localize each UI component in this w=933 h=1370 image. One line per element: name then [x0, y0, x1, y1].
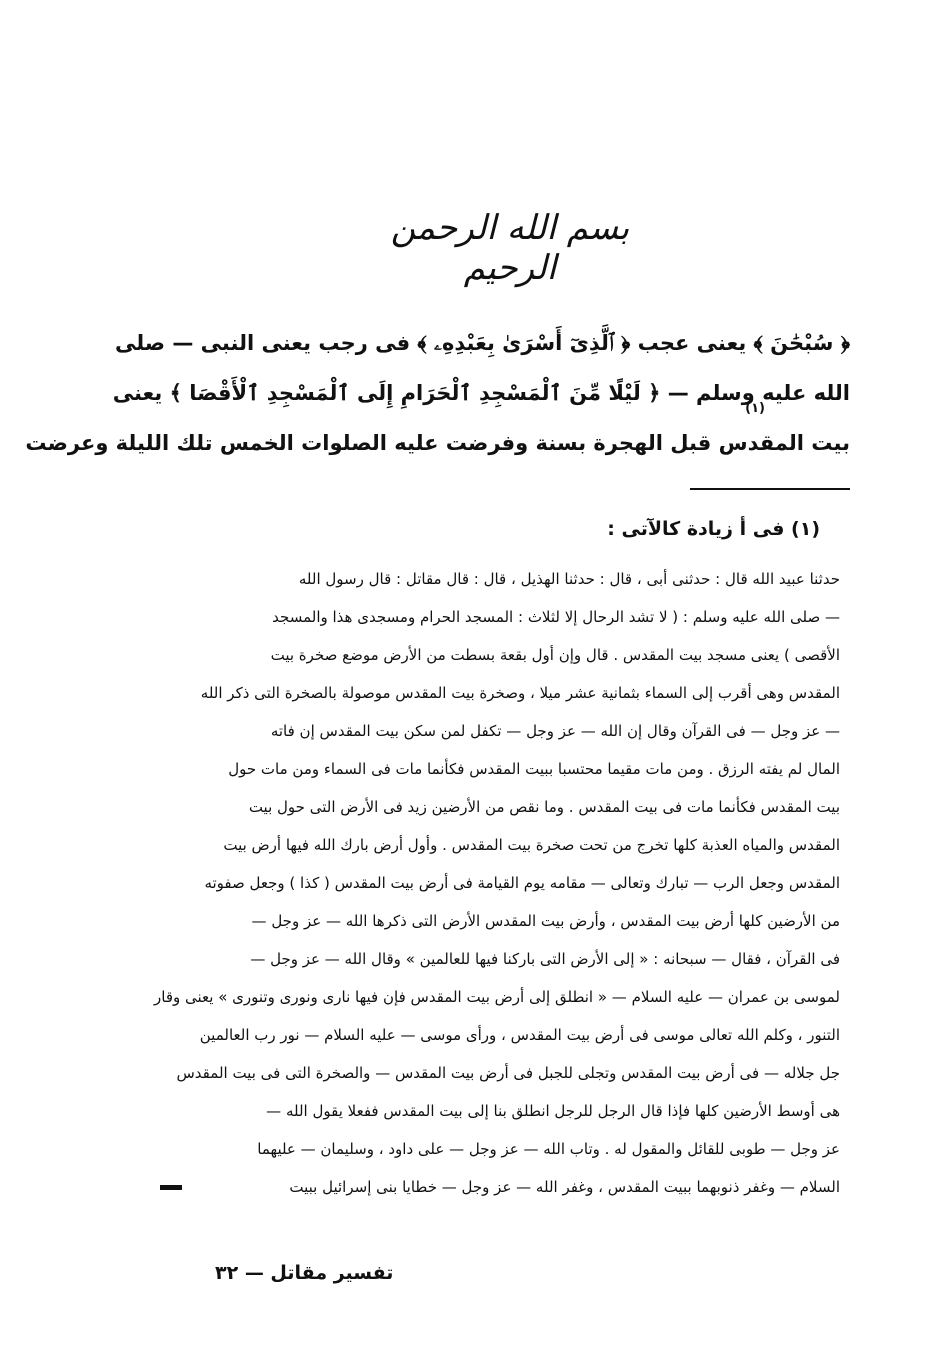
footnote-line-content: السلام — وغفر ذنوبهما ببيت المقدس ، وغفر الله — عز وجل — خطايا بنى إسرائيل ببيت: [289, 1178, 840, 1196]
continuation-dash-mark: [160, 1185, 182, 1190]
footnote-heading: (١) فى أ زيادة كالآتى :: [607, 518, 820, 540]
footnote-line: من الأرضين كلها أرض بيت المقدس ، وأرض بيت المقدس الأرض التى ذكرها الله — عز وجل —: [251, 912, 840, 930]
main-text-line: [25, 401, 850, 468]
footnote-line: جل جلاله — فى أرض بيت المقدس وتجلى للجبل فى أرض بيت المقدس — والصخرة التى فى بيت المقدس: [176, 1064, 840, 1082]
main-text: [25, 318, 850, 468]
footnote-line: الأقصى ) يعنى مسجد بيت المقدس . قال وإن أول بقعة بسطت من الأرض موضع صخرة بيت: [270, 646, 840, 664]
main-text-line: ﴿ سُبْحَٰنَ ﴾ يعنى عجب ﴿ ٱلَّذِىٓ أَسْرَىٰ بِعَبْدِهِۦ ﴾ فى رجب يعنى النبى — صلى: [114, 331, 850, 355]
footnote-line: المقدس والمياه العذبة كلها تخرج من تحت صخرة بيت المقدس . وأول أرض بارك الله فيها أرض بيت: [223, 836, 840, 854]
footnote-body: [154, 560, 840, 1206]
footnote-line-last: [160, 1168, 840, 1206]
page-footer: تفسير مقاتل — ٣٢: [215, 1262, 394, 1284]
footnote-line: التنور ، وكلم الله تعالى موسى فى أرض بيت المقدس ، ورأى موسى — عليه السلام — نور رب العالمين: [199, 1026, 840, 1044]
footnote-line: لموسى بن عمران — عليه السلام — « انطلق إلى أرض بيت المقدس فإن فيها نارى ونورى وتنورى » يعنى وقار: [154, 988, 840, 1006]
footnote-line: حدثنا عبيد الله قال : حدثنى أبى ، قال : حدثنا الهذيل ، قال : قال مقاتل : قال رسول الله: [298, 570, 840, 588]
footnote-ref-mark: (١): [745, 401, 765, 416]
basmala-heading: بسم الله الرحمن الرحيم: [390, 208, 630, 288]
footnote-line: — عز وجل — فى القرآن وقال إن الله — عز وجل — تكفل لمن سكن بيت المقدس إن فاته: [270, 722, 840, 740]
footnote-line: فى القرآن ، فقال — سبحانه : « إلى الأرض التى باركنا فيها للعالمين » وقال الله — عز وجل —: [250, 950, 840, 968]
footnote-line: المقدس وهى أقرب إلى السماء بثمانية عشر ميلا ، وصخرة بيت المقدس موصولة بالصخرة التى ذكر الله: [200, 684, 840, 702]
footnote-line: بيت المقدس فكأنما مات فى بيت المقدس . وما نقص من الأرضين زيد فى الأرض التى حول بيت: [248, 798, 840, 816]
footnote-divider: [690, 488, 850, 490]
footnote-line: المقدس وجعل الرب — تبارك وتعالى — مقامه يوم القيامة فى أرض بيت المقدس ( كذا ) وجعل صفوته: [204, 874, 840, 892]
main-text-line-content: بيت المقدس قبل الهجرة بسنة وفرضت عليه الصلوات الخمس تلك الليلة وعرضت: [25, 431, 850, 455]
footnote-line: المال لم يفته الرزق . ومن مات مقيما محتسبا ببيت المقدس فكأنما مات فى السماء ومن مات حول: [228, 760, 840, 778]
footnote-line: هى أوسط الأرضين كلها فإذا قال الرجل للرجل انطلق بنا إلى بيت المقدس ففعلا يقول الله —: [266, 1102, 840, 1120]
footnote-line: — صلى الله عليه وسلم : ( لا تشد الرحال إلا لثلاث : المسجد الحرام ومسجدى هذا والمسجد: [272, 608, 840, 626]
main-text-line: الله عليه وسلم — ﴿ لَيْلًا مِّنَ ٱلْمَسْجِدِ ٱلْحَرَامِ إِلَى ٱلْمَسْجِدِ ٱلْأَقْصَا ﴾ يعنى: [112, 381, 850, 405]
footnote-line: عز وجل — طوبى للقائل والمقول له . وتاب الله — عز وجل — على داود ، وسليمان — عليهما: [257, 1140, 840, 1158]
